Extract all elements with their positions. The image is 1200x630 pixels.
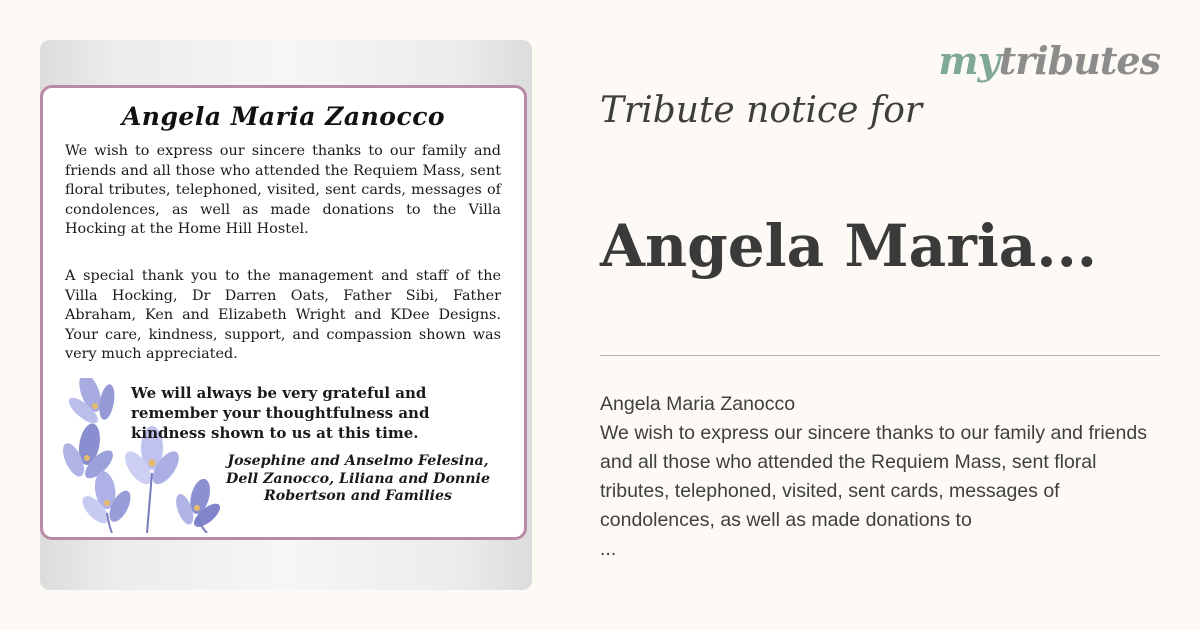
summary-name: Angela Maria Zanocco [600, 393, 796, 415]
notice-grateful-message: We will always be very grateful and remember your thoughtfulness and kindness shown to us at this time. [131, 384, 430, 442]
summary-ellipsis: ... [600, 538, 617, 560]
notice-signoff: Josephine and Anselmo Felesina, Dell Zanocco, Liliana and Donnie Robertson and Families [226, 453, 490, 504]
divider [600, 355, 1160, 356]
notice-title: Angela Maria Zanocco [121, 102, 446, 131]
notice-paragraph-thanks: We wish to express our sincere thanks to our family and friends and all those who attended the Requiem Mass, sent floral tributes, telephoned, visited, sent cards, messages of condolences, as well as made donations to the Villa Hocking at the Home Hill Hostel. [65, 143, 501, 238]
deceased-name-heading: Angela Maria... [600, 212, 1097, 280]
logo-my: my [938, 38, 999, 83]
notice-image [40, 40, 532, 590]
notice-card [40, 85, 527, 540]
summary-text: We wish to express our sincere thanks to our family and friends and all those who attended the Requiem Mass, sent floral tributes, telephoned, visited, sent cards, messages of condolences, as well as made donations to [600, 422, 1147, 531]
logo-tributes: tributes [998, 38, 1160, 83]
mytributes-logo[interactable] [938, 38, 1160, 83]
notice-summary [600, 390, 1170, 564]
notice-paragraph-special-thanks: A special thank you to the management and staff of the Villa Hocking, Dr Darren Oats, Father Sibi, Father Abraham, Ken and Elizabeth Wright and KDee Designs. Your care, kindness, support, and compassion shown was very much appreciated. [65, 268, 501, 363]
tribute-notice-label: Tribute notice for [600, 90, 923, 131]
